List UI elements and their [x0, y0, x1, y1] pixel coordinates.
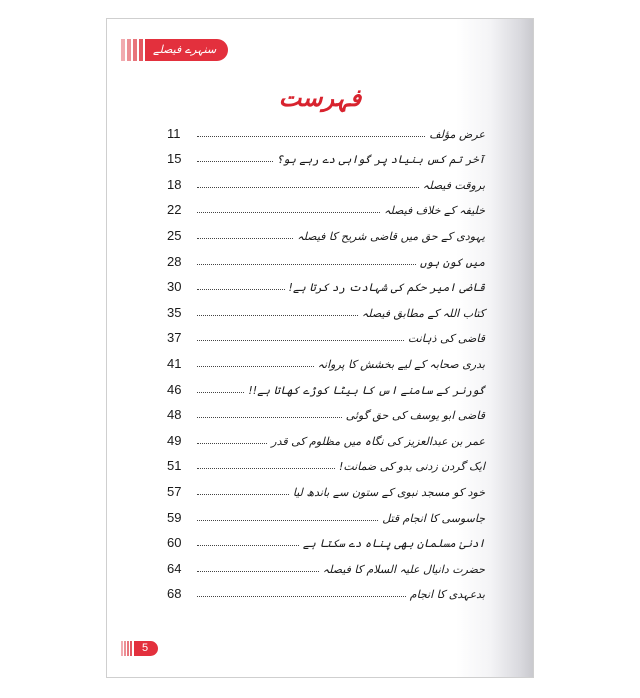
toc-page-number: 37 — [167, 330, 182, 346]
toc-entry — [167, 450, 485, 476]
toc-entry — [167, 219, 485, 245]
toc-entry — [167, 194, 485, 220]
dot-leader — [197, 238, 293, 239]
toc-page-number: 51 — [167, 458, 182, 474]
toc-entry-title: قاضی کی ذہانت — [407, 332, 485, 346]
dot-leader — [197, 136, 425, 137]
toc-title: فہرست — [278, 83, 362, 112]
dot-leader — [197, 596, 406, 597]
toc-entry-title: عرض مؤلف — [429, 127, 485, 141]
dot-leader — [197, 494, 289, 495]
dot-leader — [197, 315, 358, 316]
toc-page-number: 46 — [167, 381, 182, 397]
toc-entry-title: خلیفہ کے خلاف فیصلہ — [384, 204, 485, 218]
book-title-badge: سنہرے فیصلے — [145, 39, 228, 61]
toc-entry-title: عمر بن عبدالعزیز کی نگاہ میں مظلوم کی قدر — [271, 434, 485, 448]
page-number: 5 — [134, 641, 158, 656]
dot-leader — [197, 545, 299, 546]
toc-entry-title: قاضی ابو یوسف کی حق گوئی — [345, 409, 485, 423]
dot-leader — [197, 468, 335, 469]
dot-leader — [197, 340, 404, 341]
toc-entry-title: بروقت فیصلہ — [422, 178, 485, 192]
toc-entry — [167, 271, 485, 297]
toc-entry — [167, 399, 485, 425]
toc-page-number: 22 — [167, 202, 182, 218]
dot-leader — [197, 187, 419, 188]
toc-page-number: 15 — [167, 151, 182, 167]
toc-entry-title: آخر تم کس بنیاد پر گواہی دے رہے ہو؟ — [276, 153, 485, 167]
toc-entry-title: جاسوسی کا انجام قتل — [382, 511, 485, 525]
dot-leader — [197, 417, 342, 418]
toc-entry-title: میں کون ہوں — [419, 255, 485, 269]
dot-leader — [197, 571, 319, 572]
dot-leader — [197, 161, 273, 162]
dot-leader — [197, 264, 416, 265]
footer-stripes-decoration — [121, 641, 132, 656]
toc-page-number: 11 — [167, 125, 181, 141]
toc-entry-title: بدعہدی کا انجام — [409, 588, 485, 602]
page-number-badge — [121, 641, 158, 656]
toc-page-number: 57 — [167, 483, 182, 499]
running-header — [121, 39, 228, 61]
header-stripes-decoration — [121, 39, 143, 61]
toc-entry-title: قاضی امیر حکم کی شہادت رد کرتا ہے! — [288, 281, 485, 295]
toc-entry — [167, 578, 485, 604]
toc-entry-title: خود کو مسجد نبوی کے ستون سے باندھ لیا — [292, 485, 485, 499]
toc-entry-title: ایک گردن زدنی بدو کی ضمانت! — [338, 460, 485, 474]
dot-leader — [197, 520, 378, 521]
toc-entry — [167, 552, 485, 578]
toc-page-number: 28 — [167, 253, 182, 269]
toc-entry-title: گورنر کے سامنے اس کا بیٹا کوڑے کھاتا ہے!! — [248, 383, 485, 397]
dot-leader — [197, 392, 244, 393]
toc-entry — [167, 296, 485, 322]
toc-page-number: 64 — [167, 560, 182, 576]
toc-list — [167, 117, 485, 603]
toc-entry — [167, 347, 485, 373]
toc-page-number: 30 — [167, 279, 182, 295]
toc-entry-title: حضرت دانیال علیہ السلام کا فیصلہ — [322, 562, 485, 576]
toc-entry — [167, 501, 485, 527]
toc-entry-title: کتاب اللہ کے مطابق فیصلہ — [361, 306, 485, 320]
toc-entry — [167, 117, 485, 143]
toc-page-number: 49 — [167, 432, 182, 448]
toc-entry — [167, 168, 485, 194]
book-page — [106, 18, 534, 678]
toc-page-number: 68 — [167, 586, 182, 602]
toc-entry — [167, 245, 485, 271]
toc-entry — [167, 373, 485, 399]
toc-entry-title: بدری صحابہ کے لیے بخشش کا پروانہ — [317, 357, 485, 371]
toc-entry — [167, 527, 485, 553]
dot-leader — [197, 289, 285, 290]
toc-page-number: 41 — [167, 355, 182, 371]
toc-entry-title: یہودی کے حق میں قاضی شریح کا فیصلہ — [297, 229, 485, 243]
toc-page-number: 60 — [167, 535, 182, 551]
toc-page-number: 25 — [167, 227, 182, 243]
toc-entry — [167, 475, 485, 501]
toc-entry — [167, 143, 485, 169]
dot-leader — [197, 366, 314, 367]
toc-page-number: 35 — [167, 304, 182, 320]
toc-page-number: 18 — [167, 176, 182, 192]
toc-entry-title: ادنیٰ مسلمان بھی پناہ دے سکتا ہے — [302, 537, 485, 551]
dot-leader — [197, 212, 380, 213]
toc-entry — [167, 322, 485, 348]
toc-page-number: 48 — [167, 407, 182, 423]
toc-page-number: 59 — [167, 509, 182, 525]
dot-leader — [197, 443, 267, 444]
toc-entry — [167, 424, 485, 450]
